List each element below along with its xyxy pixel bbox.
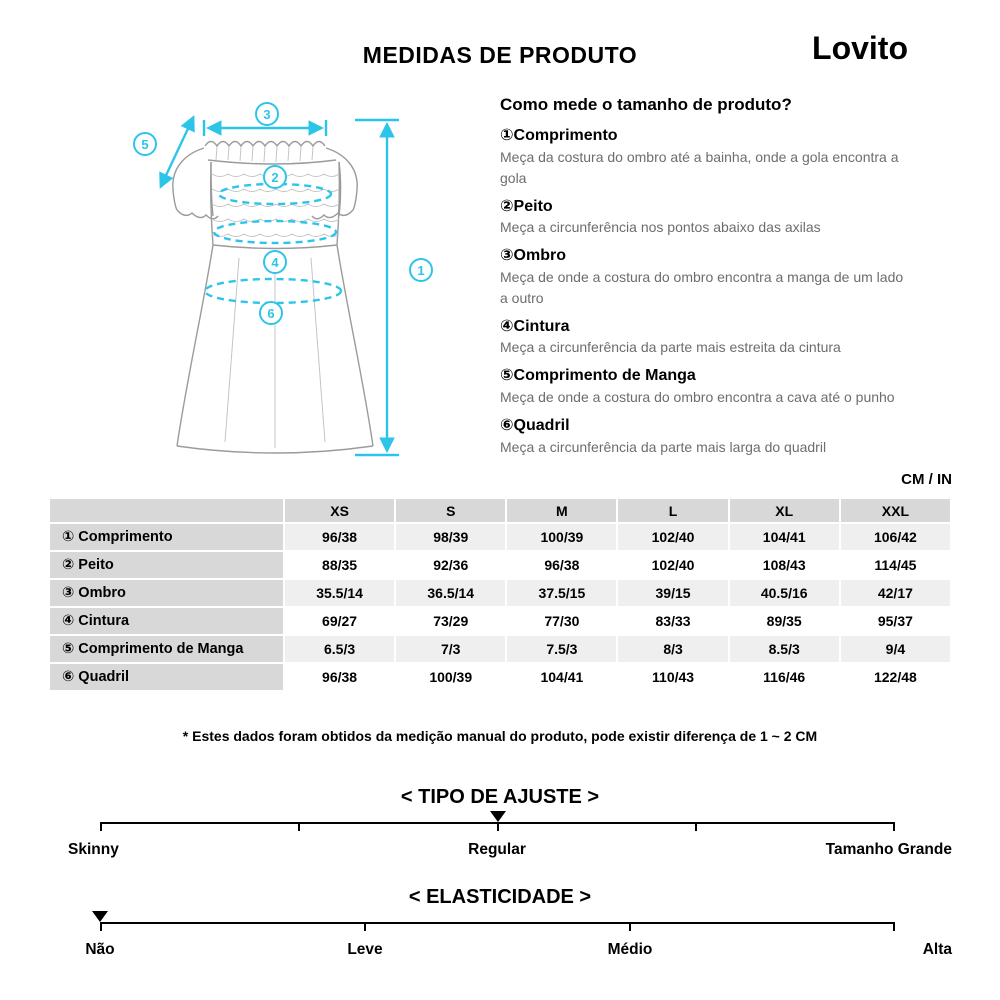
- brand-logo: Lovito: [812, 30, 908, 66]
- column-header: XL: [729, 498, 840, 523]
- scale-label: Leve: [347, 941, 383, 958]
- scale-label: Regular: [468, 841, 526, 858]
- guide-heading: Como mede o tamanho de produto?: [500, 95, 792, 114]
- table-cell: 108/43: [729, 551, 840, 579]
- badge-chest: [264, 166, 286, 188]
- table-cell: 83/33: [617, 607, 728, 635]
- table-cell: 102/40: [617, 523, 728, 551]
- table-cell: 100/39: [395, 663, 506, 691]
- dress-right-cuff: [312, 210, 353, 219]
- guide-item-label: ③Ombro: [500, 247, 566, 265]
- row-label: ⑤ Comprimento de Manga: [49, 635, 284, 663]
- badge-sleeve: [134, 133, 156, 155]
- measure-guide: [500, 95, 908, 458]
- table-cell: 6.5/3: [284, 635, 395, 663]
- scale-tick: [298, 822, 300, 831]
- scale-tick: [100, 922, 102, 931]
- guide-item-desc: Meça a circunferência da parte mais larga do quadril: [500, 438, 827, 455]
- table-cell: 73/29: [395, 607, 506, 635]
- measurement-diagram: [115, 98, 455, 478]
- badge-shoulder: [256, 103, 278, 125]
- dress-illustration: [115, 98, 455, 478]
- svg-text:3: 3: [263, 107, 271, 122]
- sleeve-measure-arrow: [161, 118, 193, 186]
- scale-label: Não: [85, 941, 115, 958]
- dress-shirring-line: [212, 219, 339, 222]
- dress-ruffle-top: [205, 142, 325, 147]
- scale-label: Médio: [607, 941, 653, 958]
- table-cell: 39/15: [617, 579, 728, 607]
- guide-item-label: ⑤Comprimento de Manga: [500, 367, 696, 385]
- scale-tick: [893, 922, 895, 931]
- stretch-scale-title: < ELASTICIDADE >: [408, 886, 592, 908]
- row-label: ① Comprimento: [49, 523, 284, 551]
- scale-tick: [893, 822, 895, 831]
- table-cell: 95/37: [840, 607, 951, 635]
- table-cell: 96/38: [284, 663, 395, 691]
- table-cell: 96/38: [284, 523, 395, 551]
- svg-text:1: 1: [417, 263, 425, 278]
- table-corner-cell: [49, 498, 284, 523]
- column-header: S: [395, 498, 506, 523]
- table-cell: 122/48: [840, 663, 951, 691]
- table-row: [49, 607, 951, 635]
- table-row: [49, 663, 951, 691]
- table-cell: 96/38: [506, 551, 617, 579]
- row-label: ③ Ombro: [49, 579, 284, 607]
- dress-shirring-line: [212, 189, 339, 192]
- size-table: [48, 497, 952, 692]
- svg-text:4: 4: [271, 255, 279, 270]
- row-label: ② Peito: [49, 551, 284, 579]
- table-cell: 110/43: [617, 663, 728, 691]
- svg-text:5: 5: [141, 137, 149, 152]
- scale-label: Skinny: [68, 841, 119, 858]
- guide-item-desc: Meça de onde a costura do ombro encontra a cava até o punho: [500, 388, 895, 405]
- row-label: ④ Cintura: [49, 607, 284, 635]
- table-cell: 36.5/14: [395, 579, 506, 607]
- guide-item-desc: Meça da costura do ombro até a bainha, onde a gola encontra a gola: [500, 148, 899, 186]
- table-row: [49, 579, 951, 607]
- dress-left-sleeve: [173, 148, 204, 210]
- table-cell: 106/42: [840, 523, 951, 551]
- table-row: [49, 523, 951, 551]
- guide-item-desc: Meça a circunferência da parte mais estreita da cintura: [500, 339, 841, 356]
- scale-tick: [100, 822, 102, 831]
- measurement-disclaimer: * Estes dados foram obtidos da medição manual do produto, pode existir diferença de 1 ~ 2 CM: [182, 728, 818, 744]
- table-header-row: [49, 498, 951, 523]
- scale-tick: [629, 922, 631, 931]
- table-row: [49, 551, 951, 579]
- dress-gathers: [216, 146, 313, 162]
- table-cell: 7/3: [395, 635, 506, 663]
- dress-ruffle-bottom: [208, 160, 336, 164]
- guide-item-label: ④Cintura: [500, 317, 570, 335]
- dress-right-sleeve: [326, 148, 357, 210]
- column-header: L: [617, 498, 728, 523]
- dress-waistline: [213, 245, 337, 249]
- table-cell: 8/3: [617, 635, 728, 663]
- stretch-scale-line: [100, 922, 895, 924]
- fit-scale-title: < TIPO DE AJUSTE >: [400, 786, 600, 808]
- waist-measure-ellipse: [214, 221, 336, 243]
- table-cell: 40.5/16: [729, 579, 840, 607]
- table-cell: 89/35: [729, 607, 840, 635]
- column-header: XS: [284, 498, 395, 523]
- column-header: XXL: [840, 498, 951, 523]
- dress-shirring-line: [212, 234, 339, 237]
- table-cell: 35.5/14: [284, 579, 395, 607]
- guide-item-desc: Meça a circunferência nos pontos abaixo das axilas: [500, 219, 821, 236]
- table-cell: 42/17: [840, 579, 951, 607]
- table-cell: 92/36: [395, 551, 506, 579]
- table-cell: 104/41: [506, 663, 617, 691]
- table-cell: 88/35: [284, 551, 395, 579]
- table-cell: 37.5/15: [506, 579, 617, 607]
- table-cell: 100/39: [506, 523, 617, 551]
- scale-tick: [497, 822, 499, 831]
- guide-item-label: ②Peito: [500, 197, 553, 215]
- table-cell: 98/39: [395, 523, 506, 551]
- units-label: CM / IN: [901, 471, 952, 488]
- table-cell: 9/4: [840, 635, 951, 663]
- dress-skirt-right: [337, 245, 373, 446]
- badge-length: [410, 259, 432, 281]
- dress-skirt-folds: [225, 258, 325, 448]
- row-label: ⑥ Quadril: [49, 663, 284, 691]
- page-title: MEDIDAS DE PRODUTO: [362, 42, 638, 68]
- svg-text:2: 2: [271, 170, 279, 185]
- column-header: M: [506, 498, 617, 523]
- stretch-scale-labels: [0, 941, 1000, 961]
- fit-scale-marker: [490, 811, 506, 822]
- table-cell: 77/30: [506, 607, 617, 635]
- scale-tick: [695, 822, 697, 831]
- scale-tick: [364, 922, 366, 931]
- table-cell: 7.5/3: [506, 635, 617, 663]
- fit-scale-labels: [0, 841, 1000, 861]
- table-cell: 104/41: [729, 523, 840, 551]
- table-row: [49, 635, 951, 663]
- fit-scale-line: [100, 822, 895, 824]
- table-cell: 114/45: [840, 551, 951, 579]
- stretch-scale-marker: [92, 911, 108, 922]
- table-cell: 8.5/3: [729, 635, 840, 663]
- scale-label: Alta: [922, 941, 952, 958]
- table-cell: 116/46: [729, 663, 840, 691]
- hip-measure-ellipse: [205, 279, 341, 303]
- scale-label: Tamanho Grande: [825, 841, 952, 858]
- dress-skirt-left: [177, 245, 213, 446]
- guide-item-label: ⑥Quadril: [500, 416, 570, 434]
- guide-item-desc: Meça de onde a costura do ombro encontra a manga de um lado a outro: [500, 268, 904, 306]
- table-cell: 69/27: [284, 607, 395, 635]
- svg-text:6: 6: [267, 306, 275, 321]
- badge-waist: [264, 251, 286, 273]
- dress-shirring-line: [212, 204, 339, 207]
- table-cell: 102/40: [617, 551, 728, 579]
- badge-hip: [260, 302, 282, 324]
- guide-item-label: ①Comprimento: [500, 127, 618, 144]
